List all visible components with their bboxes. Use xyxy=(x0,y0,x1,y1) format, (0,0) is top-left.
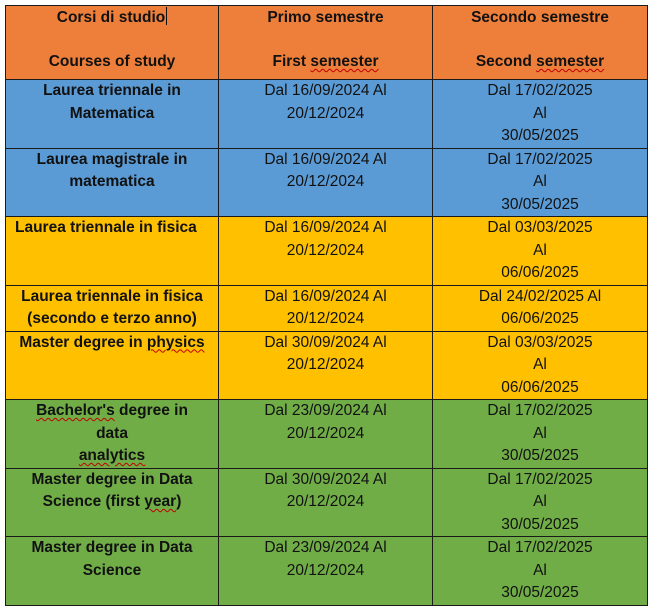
first-semester-cell[interactable] xyxy=(219,400,433,469)
course-name-line: Science xyxy=(82,561,142,579)
course-name-line: (secondo e terzo anno) xyxy=(27,310,197,327)
course-cell[interactable] xyxy=(6,217,219,286)
second-semester-line: 30/05/2025 xyxy=(501,515,579,533)
course-name-spellcheck: year xyxy=(144,493,177,510)
header-second-semester-it: Secondo semestre xyxy=(471,9,609,26)
header-first-semester-en-spellcheck: semester xyxy=(310,53,379,70)
header-row xyxy=(6,6,648,80)
first-semester-line: 20/12/2024 xyxy=(286,561,365,579)
table-row xyxy=(6,537,648,606)
first-semester-line: Dal 30/09/2024 Al xyxy=(264,333,387,351)
course-cell[interactable] xyxy=(6,400,219,469)
first-semester-cell[interactable] xyxy=(219,331,433,400)
first-semester-line: 20/12/2024 xyxy=(286,173,365,190)
course-name-line xyxy=(11,400,213,423)
first-semester-line: Dal 23/09/2024 Al xyxy=(264,402,387,419)
course-name-line: Master degree in Data xyxy=(31,470,193,488)
second-semester-line: Al xyxy=(533,561,547,579)
table-row xyxy=(6,468,648,537)
second-semester-line: 06/06/2025 xyxy=(501,378,579,396)
course-cell[interactable] xyxy=(6,285,219,331)
table-row xyxy=(6,400,648,469)
second-semester-line: Dal 17/02/2025 xyxy=(487,82,593,99)
second-semester-line: Al xyxy=(533,356,547,373)
second-semester-line: Dal 17/02/2025 xyxy=(487,150,593,168)
text-cursor xyxy=(166,7,167,25)
course-name-line: Laurea triennale in fisica xyxy=(21,287,203,305)
courses-schedule-table xyxy=(5,5,648,606)
header-courses-it: Corsi di studio xyxy=(56,9,166,26)
first-semester-cell[interactable] xyxy=(219,148,433,217)
course-name-spellcheck: analytics xyxy=(78,447,146,464)
first-semester-line: 20/12/2024 xyxy=(286,424,365,442)
course-cell[interactable] xyxy=(6,468,219,537)
header-first-semester-en: First xyxy=(272,53,311,70)
first-semester-line: Dal 16/09/2024 Al xyxy=(264,150,387,168)
first-semester-line: Dal 23/09/2024 Al xyxy=(264,539,387,556)
second-semester-line: 30/05/2025 xyxy=(501,127,579,144)
table-row xyxy=(6,217,648,286)
second-semester-line: Al xyxy=(533,173,547,190)
second-semester-line: Al xyxy=(533,104,547,122)
second-semester-cell[interactable] xyxy=(433,537,648,606)
table-row xyxy=(6,148,648,217)
course-name-part: degree in xyxy=(114,402,188,419)
second-semester-cell[interactable] xyxy=(433,468,648,537)
second-semester-line: 06/06/2025 xyxy=(501,310,579,327)
first-semester-line: 20/12/2024 xyxy=(286,310,365,327)
second-semester-cell[interactable] xyxy=(433,80,648,149)
first-semester-line: 20/12/2024 xyxy=(286,241,365,259)
first-semester-cell[interactable] xyxy=(219,468,433,537)
header-second-semester-cell[interactable] xyxy=(433,6,648,80)
course-cell[interactable] xyxy=(6,331,219,400)
first-semester-line: 20/12/2024 xyxy=(286,104,365,122)
first-semester-cell[interactable] xyxy=(219,80,433,149)
course-name-spellcheck: Bachelor's xyxy=(36,402,115,419)
course-cell[interactable] xyxy=(6,148,219,217)
course-name-line xyxy=(11,491,213,514)
first-semester-cell[interactable] xyxy=(219,285,433,331)
course-name-line xyxy=(11,445,213,468)
second-semester-cell[interactable] xyxy=(433,285,648,331)
first-semester-line: Dal 16/09/2024 Al xyxy=(264,82,387,99)
table-row xyxy=(6,331,648,400)
course-name-part: ) xyxy=(176,493,182,510)
course-cell[interactable] xyxy=(6,80,219,149)
header-second-semester-en: Second xyxy=(475,53,537,70)
header-second-semester-en-spellcheck: semester xyxy=(536,53,605,70)
first-semester-line: 20/12/2024 xyxy=(286,493,365,510)
second-semester-cell[interactable] xyxy=(433,148,648,217)
second-semester-line: 30/05/2025 xyxy=(501,447,579,464)
table-row xyxy=(6,80,648,149)
second-semester-cell[interactable] xyxy=(433,400,648,469)
course-name-line: data xyxy=(96,424,128,442)
second-semester-line: Al xyxy=(533,424,547,442)
second-semester-cell[interactable] xyxy=(433,217,648,286)
second-semester-line: Dal 24/02/2025 Al xyxy=(478,287,602,305)
header-courses-en: Courses of study xyxy=(48,53,176,70)
header-first-semester-cell[interactable] xyxy=(219,6,433,80)
header-courses-cell[interactable] xyxy=(6,6,219,80)
second-semester-line: 06/06/2025 xyxy=(501,264,579,281)
first-semester-line: Dal 30/09/2024 Al xyxy=(264,470,387,488)
second-semester-line: Dal 17/02/2025 xyxy=(487,402,593,419)
course-name-line: Laurea triennale in xyxy=(43,82,181,99)
first-semester-line: Dal 16/09/2024 Al xyxy=(264,219,387,236)
course-name-line: Matematica xyxy=(69,104,155,122)
table-row xyxy=(6,285,648,331)
second-semester-line: Al xyxy=(533,241,547,259)
course-name-line xyxy=(11,332,213,355)
first-semester-cell[interactable] xyxy=(219,217,433,286)
course-cell[interactable] xyxy=(6,537,219,606)
second-semester-line: Dal 03/03/2025 xyxy=(487,333,593,351)
first-semester-line: 20/12/2024 xyxy=(286,356,365,373)
course-name-line: Laurea triennale in fisica xyxy=(15,219,197,236)
second-semester-line: Al xyxy=(533,493,547,510)
second-semester-line: Dal 03/03/2025 xyxy=(487,219,593,236)
course-name-spellcheck: physics xyxy=(146,333,205,351)
first-semester-cell[interactable] xyxy=(219,537,433,606)
course-name-line: Master degree in Data xyxy=(31,539,193,556)
course-name-part: Master degree in xyxy=(19,333,147,351)
second-semester-line: Dal 17/02/2025 xyxy=(487,470,593,488)
second-semester-line: Dal 17/02/2025 xyxy=(487,539,593,556)
first-semester-line: Dal 16/09/2024 Al xyxy=(264,287,387,305)
header-first-semester-it: Primo semestre xyxy=(267,9,384,26)
course-name-part: Science (first xyxy=(42,493,145,510)
course-name-line: Laurea magistrale in xyxy=(36,150,188,168)
second-semester-cell[interactable] xyxy=(433,331,648,400)
second-semester-line: 30/05/2025 xyxy=(501,584,579,601)
course-name-line: matematica xyxy=(69,173,155,190)
second-semester-line: 30/05/2025 xyxy=(501,195,579,213)
